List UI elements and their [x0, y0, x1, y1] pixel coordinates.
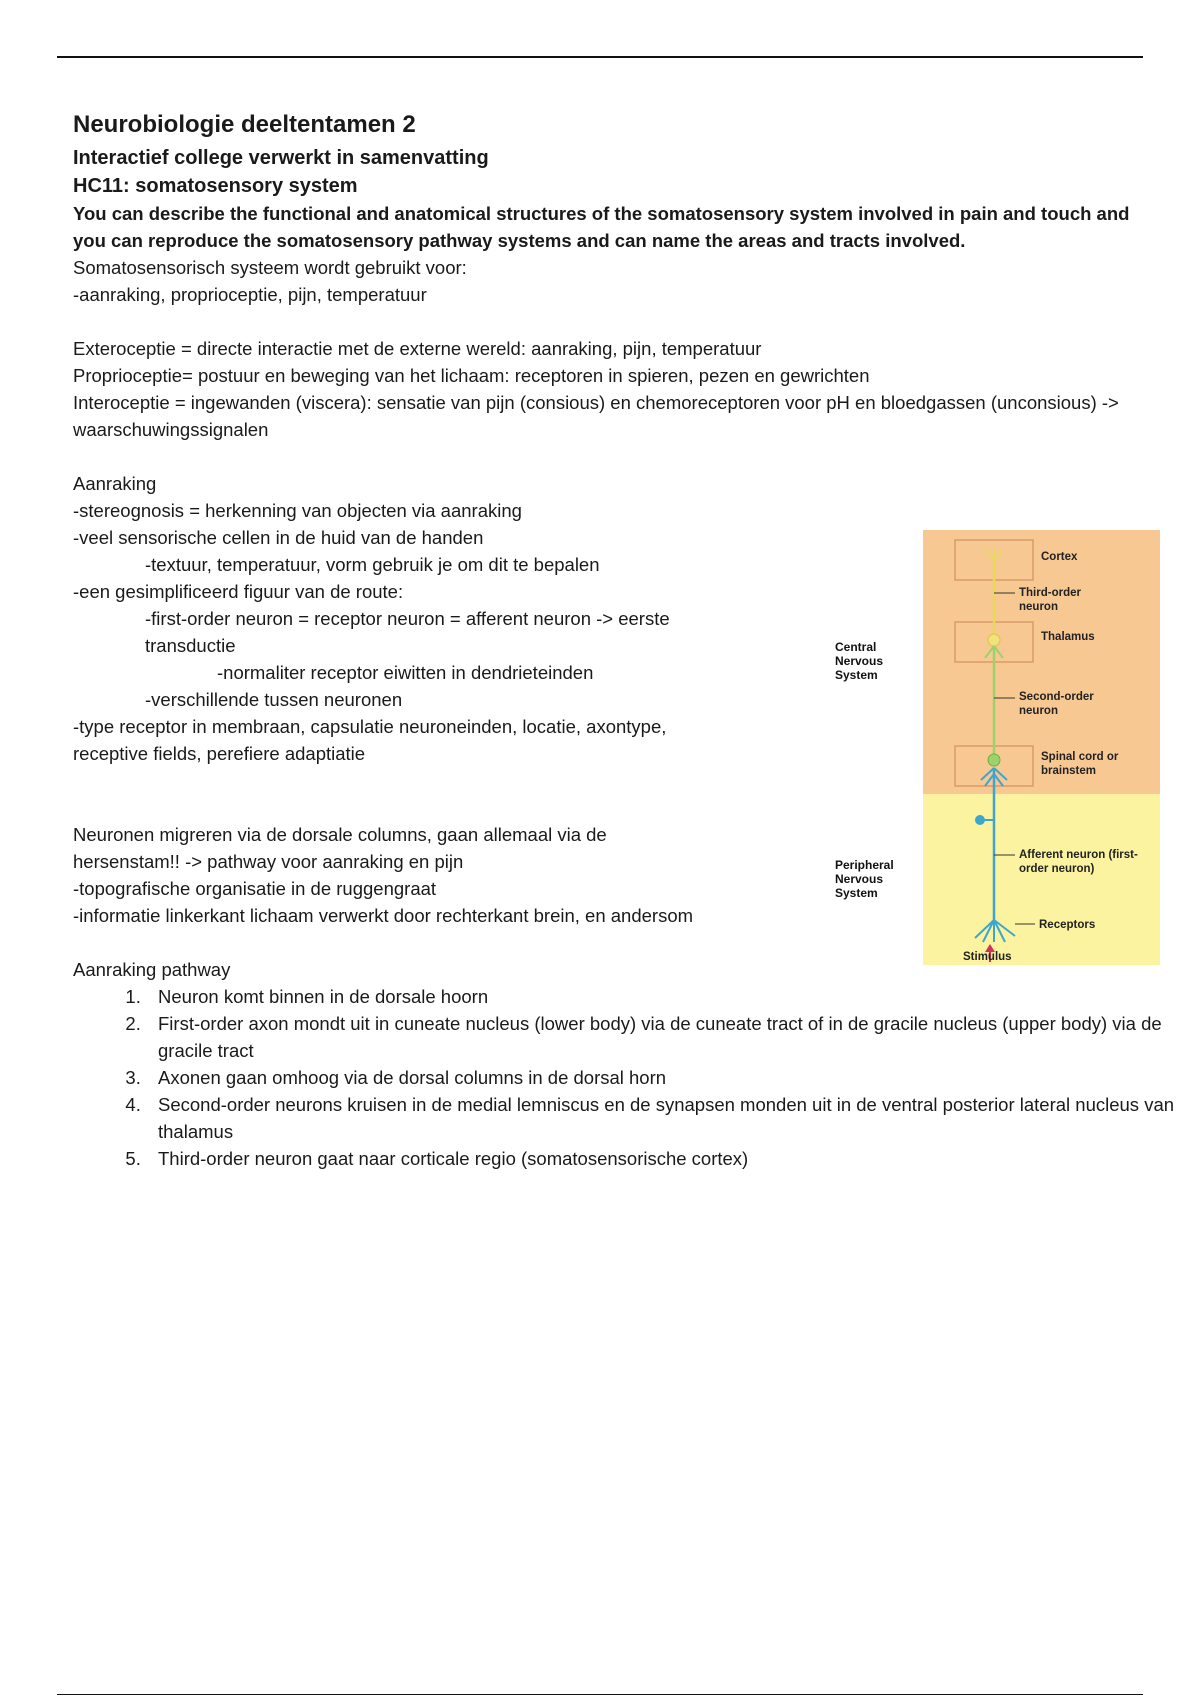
pathway-step: 2. First-order axon mondt uit in cuneate nucleus (lower body) via de cuneate tract of in de gracile nucleus (upper body) via de gracile tract	[146, 1010, 1196, 1064]
label-stimulus: Stimulus	[963, 951, 1012, 963]
touch-line: transductie	[145, 635, 236, 656]
touch-heading: Aanraking	[73, 473, 157, 494]
touch-line: -type receptor in membraan, capsulatie neuroneinden, locatie, axontype,	[73, 716, 667, 737]
somatosensory-pathway-figure	[835, 530, 1165, 965]
lecture-heading: HC11: somatosensory system	[73, 175, 358, 197]
label-second-order: Second-order neuron	[1019, 691, 1094, 717]
cns-label: Central Nervous System	[835, 640, 884, 682]
first-order-soma	[975, 815, 985, 825]
definition-exteroception: Exteroceptie = directe interactie met de externe wereld: aanraking, pijn, temperatuur	[73, 338, 762, 359]
label-cortex: Cortex	[1041, 551, 1078, 563]
columns-line: -informatie linkerkant lichaam verwerkt door rechterkant brein, en andersom	[73, 905, 694, 926]
columns-line: hersenstam!! -> pathway voor aanraking en pijn	[73, 851, 464, 872]
figure-panel	[923, 530, 1160, 965]
intro-line: -aanraking, proprioceptie, pijn, temperatuur	[73, 284, 427, 305]
pathway-step: 3. Axonen gaan omhoog via de dorsal columns in de dorsal horn	[146, 1064, 1196, 1091]
pathway-step: 4. Second-order neurons kruisen in de medial lemniscus en de synapsen monden uit in de ventral posterior lateral nucleus van thalamus	[146, 1091, 1196, 1145]
third-order-soma	[988, 634, 1000, 646]
touch-line: -een gesimplificeerd figuur van de route:	[73, 581, 404, 602]
touch-line: -veel sensorische cellen in de huid van de handen	[73, 527, 484, 548]
second-order-soma	[988, 754, 1000, 766]
label-thalamus: Thalamus	[1041, 631, 1095, 643]
pathway-step: 1. Neuron komt binnen in de dorsale hoorn	[146, 983, 1196, 1010]
bottom-rule	[57, 1694, 1143, 1695]
definition-interoception: Interoceptie = ingewanden (viscera): sensatie van pijn (consious) en chemoreceptoren voor pH en bloedgassen (unconsious) -> waarschuwingssignalen	[73, 392, 1119, 440]
touch-line: -normaliter receptor eiwitten in dendrieteinden	[217, 662, 594, 683]
touch-line: -stereognosis = herkenning van objecten via aanraking	[73, 500, 522, 521]
pathway-list	[73, 983, 1196, 1172]
top-rule	[57, 56, 1143, 58]
pns-region	[923, 794, 1160, 965]
columns-line: Neuronen migreren via de dorsale columns, gaan allemaal via de	[73, 824, 607, 845]
columns-line: -topografische organisatie in de ruggengraat	[73, 878, 437, 899]
learning-objective: You can describe the functional and anatomical structures of the somatosensory system involved in pain and touch and you can reproduce the somatosensory pathway systems and can name the areas and tracts involved.	[73, 203, 1130, 251]
document-title: Neurobiologie deeltentamen 2	[73, 111, 416, 138]
touch-line: receptive fields, perefiere adaptiatie	[73, 743, 366, 764]
document-subtitle: Interactief college verwerkt in samenvatting	[73, 147, 489, 169]
intro-line: Somatosensorisch systeem wordt gebruikt voor:	[73, 257, 467, 278]
label-third-order: Third-order neuron	[1019, 587, 1081, 613]
touch-line: -verschillende tussen neuronen	[145, 689, 403, 710]
label-receptors: Receptors	[1039, 919, 1096, 931]
label-spinal: Spinal cord or brainstem	[1041, 751, 1119, 777]
pathway-heading: Aanraking pathway	[73, 959, 231, 980]
definition-proprioception: Proprioceptie= postuur en beweging van het lichaam: receptoren in spieren, pezen en gewrichten	[73, 365, 870, 386]
pathway-step: 5. Third-order neuron gaat naar corticale regio (somatosensorische cortex)	[146, 1145, 1196, 1172]
touch-line: -first-order neuron = receptor neuron = afferent neuron -> eerste	[145, 608, 670, 629]
label-afferent: Afferent neuron (first-order neuron)	[1019, 849, 1138, 875]
touch-line: -textuur, temperatuur, vorm gebruik je om dit te bepalen	[145, 554, 600, 575]
pns-label: Peripheral Nervous System	[835, 858, 894, 900]
